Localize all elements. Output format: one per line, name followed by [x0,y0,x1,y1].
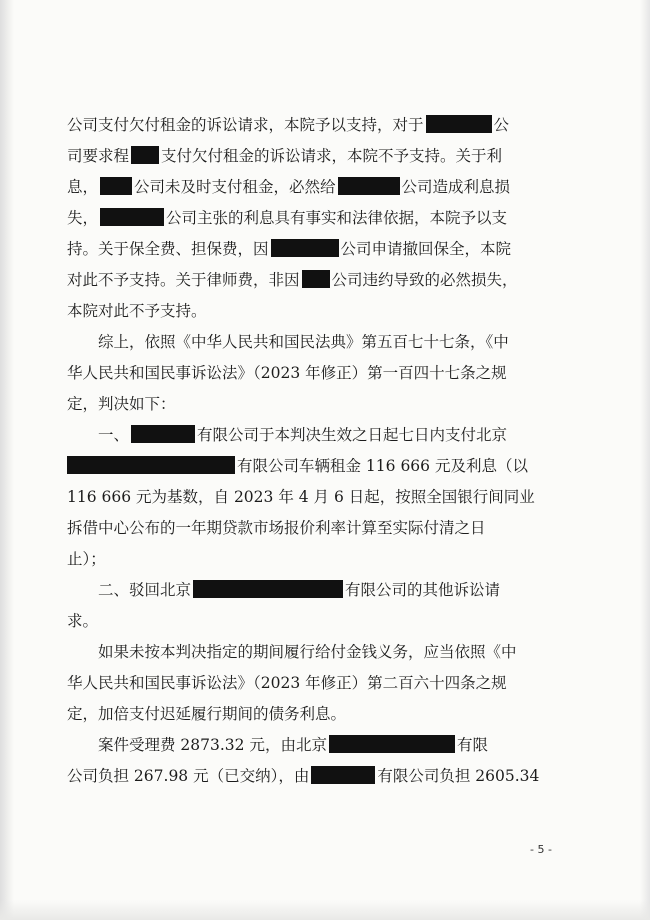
redaction-block [426,115,492,133]
redaction-block [100,208,164,226]
text-line [67,544,547,575]
text-segment: 失， [67,209,99,227]
redaction-block [193,580,343,598]
text-line [67,265,547,296]
page-number: - 5 - [530,843,552,856]
text-line [67,513,547,544]
text-line [67,172,547,203]
text-segment: 司要求程 [67,147,130,165]
text-line [67,234,547,265]
text-segment: 公司主张的利息具有事实和法律依据，本院予以支 [166,209,508,227]
text-segment: 有限公司车辆租金 116 666 元及利息（以 [237,457,528,475]
text-segment: 公司未及时支付租金，必然给 [134,178,336,196]
text-line [67,575,547,606]
text-line [67,203,547,234]
text-segment: 一、 [67,426,130,444]
text-line [67,451,547,482]
text-segment: 本院对此不予支持。 [67,302,207,320]
text-line [67,761,547,792]
text-segment: 对此不予支持。关于律师费，非因 [67,271,300,289]
text-line [67,637,547,668]
text-segment: 有限公司负担 2605.34 [377,767,540,785]
text-segment: 综上，依照《中华人民共和国民法典》第五百七十七条，《中 [67,333,509,351]
text-segment: 华人民共和国民事诉讼法》（2023 年修正）第一百四十七条之规 [67,364,507,382]
text-segment: 求。 [67,612,99,630]
text-line [67,296,547,327]
text-line [67,668,547,699]
redaction-block [131,425,195,443]
text-line [67,606,547,637]
redaction-block [67,456,235,474]
redaction-block [329,735,455,753]
text-line [67,389,547,420]
text-line [67,110,547,141]
page-right-shadow [640,0,650,920]
text-segment: 华人民共和国民事诉讼法》（2023 年修正）第二百六十四条之规 [67,674,507,692]
text-segment: 有限 [456,736,488,754]
redaction-block [271,239,339,257]
text-segment: 拆借中心公布的一年期贷款市场报价利率计算至实际付清之日 [67,519,486,537]
text-segment: 公 [493,116,510,134]
text-line [67,699,547,730]
text-segment: 二、驳回北京 [67,581,192,599]
redaction-block [100,177,132,195]
text-segment: 有限公司的其他诉讼请 [345,581,501,599]
judgment-text [67,110,547,792]
text-segment: 公司申请撤回保全，本院 [340,240,512,258]
text-line [67,141,547,172]
text-segment: 如果未按本判决指定的期间履行给付金钱义务，应当依照《中 [67,643,517,661]
text-segment: 定，判决如下： [67,395,176,413]
text-segment: 止）； [67,550,106,568]
text-segment: 有限公司于本判决生效之日起七日内支付北京 [197,426,508,444]
text-line [67,730,547,761]
text-segment: 公司违约导致的必然损失， [331,271,518,289]
text-segment: 案件受理费 2873.32 元，由北京 [67,736,327,754]
text-segment: 持。关于保全费、担保费，因 [67,240,269,258]
text-segment: 116 666 元为基数，自 2023 年 4 月 6 日起，按照全国银行间同业 [67,488,535,506]
text-segment: 支付欠付租金的诉讼请求，本院不予支持。关于利 [161,147,503,165]
text-line [67,358,547,389]
text-segment: 定，加倍支付迟延履行期间的债务利息。 [67,705,347,723]
text-segment: 息， [67,178,99,196]
redaction-block [311,766,375,784]
text-segment: 公司支付欠付租金的诉讼请求，本院予以支持，对于 [67,116,424,134]
redaction-block [131,146,159,164]
redaction-block [338,177,400,195]
text-line [67,327,547,358]
page-left-shadow [0,0,14,920]
text-line [67,420,547,451]
page-bottom-shadow [0,900,650,920]
redaction-block [302,270,330,288]
text-segment: 公司造成利息损 [401,178,511,196]
text-line [67,482,547,513]
text-segment: 公司负担 267.98 元（已交纳），由 [67,767,310,785]
